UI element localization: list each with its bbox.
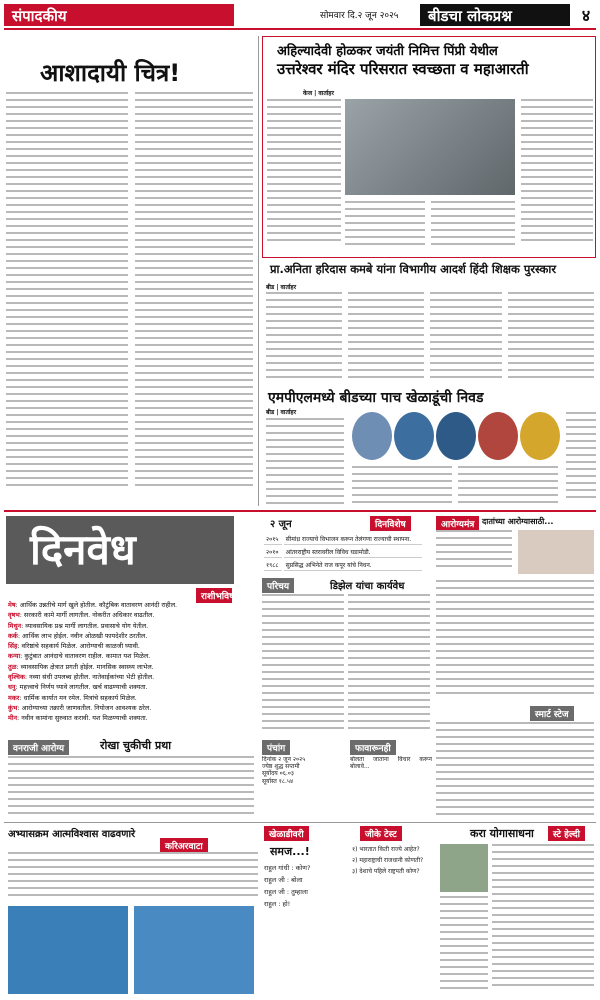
panchang-label: पंचांग [262, 740, 290, 755]
yoga-body-2 [440, 896, 488, 994]
section-rule [4, 510, 596, 512]
khelbhar-line: राहुल : हो! [264, 900, 291, 908]
table-row: २०१५ सीमांध्र राज्याचे विभाजन करून तेलंगणा राज्याची स्थापना. [264, 534, 422, 545]
parichay-body-1 [262, 594, 344, 734]
dinvishesh-date: २ जून [270, 519, 292, 530]
story-ahilyadevi-dateline: केज | वार्ताहर [303, 90, 334, 97]
arogya-title: दातांच्या आरोग्यासाठी... [482, 517, 554, 526]
smart-stage-label: स्मार्ट स्टेज [530, 706, 574, 721]
divider [4, 822, 596, 823]
player-photo-4 [478, 412, 518, 460]
horoscope-item: धनु: महत्त्वाचे निर्णय घ्यावे लागतील. खर्च वाढण्याची शक्यता. [8, 683, 148, 692]
teeth-photo [518, 530, 594, 574]
horoscope-item: कन्या: कुटुंबात आनंदाचे वातावरण राहील. कामात यश मिळेल. [8, 652, 151, 661]
khelbhar-lines [264, 862, 348, 992]
arogya-body-1 [436, 530, 512, 574]
story-award-title: प्रा.अनिता हरिदास कमबे यांना विभागीय आदर्श हिंदी शिक्षक पुरस्कार [270, 262, 557, 276]
quiz-question: ३) देशाचे पहिले राष्ट्रपती कोण? [352, 868, 420, 875]
story-award-dateline: बीड | वार्ताहर [266, 284, 297, 291]
yoga-label: स्टे हेल्दी [548, 826, 585, 841]
player-photo-3 [436, 412, 476, 460]
dinvedh-label: राशीभविष्य [196, 588, 232, 603]
story-ahilyadevi-body-4 [521, 99, 593, 249]
smart-stage-body [436, 722, 594, 818]
horoscope-item: तुळ: व्यावसायिक क्षेत्रात प्रगती होईल. मानसिक स्वास्थ्य लाभेल. [8, 662, 154, 671]
quiz-box [352, 844, 436, 994]
story-ahilyadevi-body-1 [267, 99, 341, 249]
story-award-body-3 [430, 292, 502, 382]
roka-label: वनराजी आरोग्य [8, 740, 69, 755]
story-award-body-1 [266, 292, 342, 382]
horoscope-item: सिंह: वरिष्ठांचे सहकार्य मिळेल. आरोग्याची काळजी घ्यावी. [8, 642, 140, 651]
table-row: १९८८ सुप्रसिद्ध अभिनेते राज कपूर यांचे निधन. [264, 560, 422, 571]
dinvishesh-label: दिनविशेष [370, 516, 411, 531]
horoscope-item: वृश्चिक: नव्या संधी उपलब्ध होतील. नातेवाईकांच्या भेटी होतील. [8, 673, 155, 682]
player-photo-2 [394, 412, 434, 460]
section-title: संपादकीय [12, 7, 67, 25]
horoscope-item: मेष: आर्थिक उन्नतीचे मार्ग खुले होतील. कौटुंबिक वातावरण आनंदी राहील. [8, 601, 178, 609]
fayfusa-text: बोलता जाताना विचार करून बोलावे... [350, 756, 432, 771]
panchang-line: सूर्योदय ०६.०३ [262, 770, 295, 778]
story-mpl-body-4 [566, 412, 596, 506]
story-ahilyadevi-title-2: उत्तरेश्वर मंदिर परिसरात स्वच्छता व महाआरती [277, 60, 529, 78]
story-mpl-title: एमपीएलमध्ये बीडच्या पाच खेळाडूंची निवड [268, 390, 484, 406]
story-award-body-4 [508, 292, 594, 382]
horoscope-item: मिथुन: व्यावसायिक प्रश्न मार्गी लागतील. प्रवासाचे योग येतील. [8, 621, 149, 630]
column-divider [258, 36, 259, 506]
roka-body [8, 756, 254, 816]
panchang-line: दिनांक २ जून २०२५ [262, 756, 306, 763]
classroom-photo-2 [134, 906, 254, 994]
panchang-line: ज्येष्ठ शुद्ध सप्तमी [262, 763, 300, 771]
dinvedh-banner [6, 516, 234, 584]
quiz-label: जीके टेस्ट [360, 826, 402, 841]
course-title: अभ्यासक्रम आत्मविश्वास वाढवणारे [8, 829, 136, 840]
khelbhar-line: राहुल जी : तुम्हाला [264, 888, 308, 896]
khelbhar-line: राहुल जी : बोला [264, 876, 303, 884]
story-ahilyadevi-body-3 [431, 201, 515, 251]
classroom-photo-1 [8, 906, 128, 994]
section-banner [4, 4, 234, 26]
roka-title: रोखा चुकीची प्रथा [100, 739, 172, 752]
khelbhar-label: खेळाडीवरी [264, 826, 309, 841]
dinvedh-title: दिनवेध [30, 525, 136, 574]
header-rule [4, 28, 596, 30]
course-body [8, 852, 258, 902]
panchang-line: सूर्यास्त १८.५४ [262, 777, 294, 785]
story-award-body-2 [348, 292, 424, 382]
story-mpl-body-3 [458, 466, 558, 506]
parichay-label: परिचय [262, 578, 294, 593]
story-ahilyadevi-title-1: अहिल्यादेवी होळकर जयंती निमित्त पिंप्री येथील [277, 44, 498, 59]
yoga-photo [440, 844, 488, 892]
editorial-title: आशादायी चित्र! [40, 59, 181, 87]
quiz-question: १) भारतात किती राज्ये आहेत? [352, 846, 420, 853]
story-mpl-dateline: बीड | वार्ताहर [266, 409, 297, 416]
player-photo-5 [520, 412, 560, 460]
editorial-column-1 [6, 92, 128, 502]
story-ahilyadevi [262, 36, 596, 258]
quiz-question: २) महाराष्ट्राची राजधानी कोणती? [352, 857, 424, 864]
dinvishesh-table [262, 532, 424, 573]
yoga-title: करा योगासाधना [470, 827, 534, 840]
horoscope-item: मीन: नवीन कामांना सुरुवात करावी. यश मिळण्याची शक्यता. [8, 714, 148, 723]
parichay-title: डिझेल यांचा कार्यवेध [330, 581, 405, 592]
story-mpl-body-2 [352, 466, 452, 506]
masthead: बीडचा लोकप्रश्न [420, 4, 570, 26]
player-photo-1 [352, 412, 392, 460]
horoscope-item: मकर: धार्मिक कार्यात मन रमेल. मित्रांचे सहकार्य मिळेल. [8, 693, 137, 702]
table-row: २०१० आंतरराष्ट्रीय स्तरावरील विविध घडामोडी. [264, 547, 422, 558]
horoscope-item: कर्क: आर्थिक लाभ होईल. नवीन ओळखी फायदेशीर ठरतील. [8, 631, 148, 640]
horoscope-item: कुंभ: आरोग्याच्या तक्रारी जाणवतील. नियोजन आवश्यक ठरेल. [8, 703, 152, 712]
page-number: ४ [581, 6, 591, 25]
story-ahilyadevi-body-2 [345, 201, 425, 251]
yoga-body-1 [492, 844, 594, 994]
khelbhar-line: राहुल गांधी : कोण? [264, 864, 311, 872]
khelbhar-title: समज...! [270, 845, 310, 858]
fayfusa-label: फावारूनही [350, 740, 396, 755]
parichay-body-2 [348, 594, 430, 734]
rally-photo [345, 99, 515, 195]
editorial-column-2 [135, 92, 253, 502]
course-label: करिअरवाटा [160, 838, 208, 853]
issue-date: सोमवार दि.२ जून २०२५ [320, 11, 399, 21]
arogya-label: आरोग्यमंत्र [436, 516, 479, 531]
horoscope-list [8, 600, 248, 736]
story-mpl-body-1 [266, 418, 344, 506]
horoscope-item: वृषभ: सरकारी कामे मार्गी लागतील. नोकरीत अधिकार वाढतील. [8, 611, 155, 620]
panchang-box [262, 756, 342, 816]
arogya-body-2 [436, 580, 594, 700]
